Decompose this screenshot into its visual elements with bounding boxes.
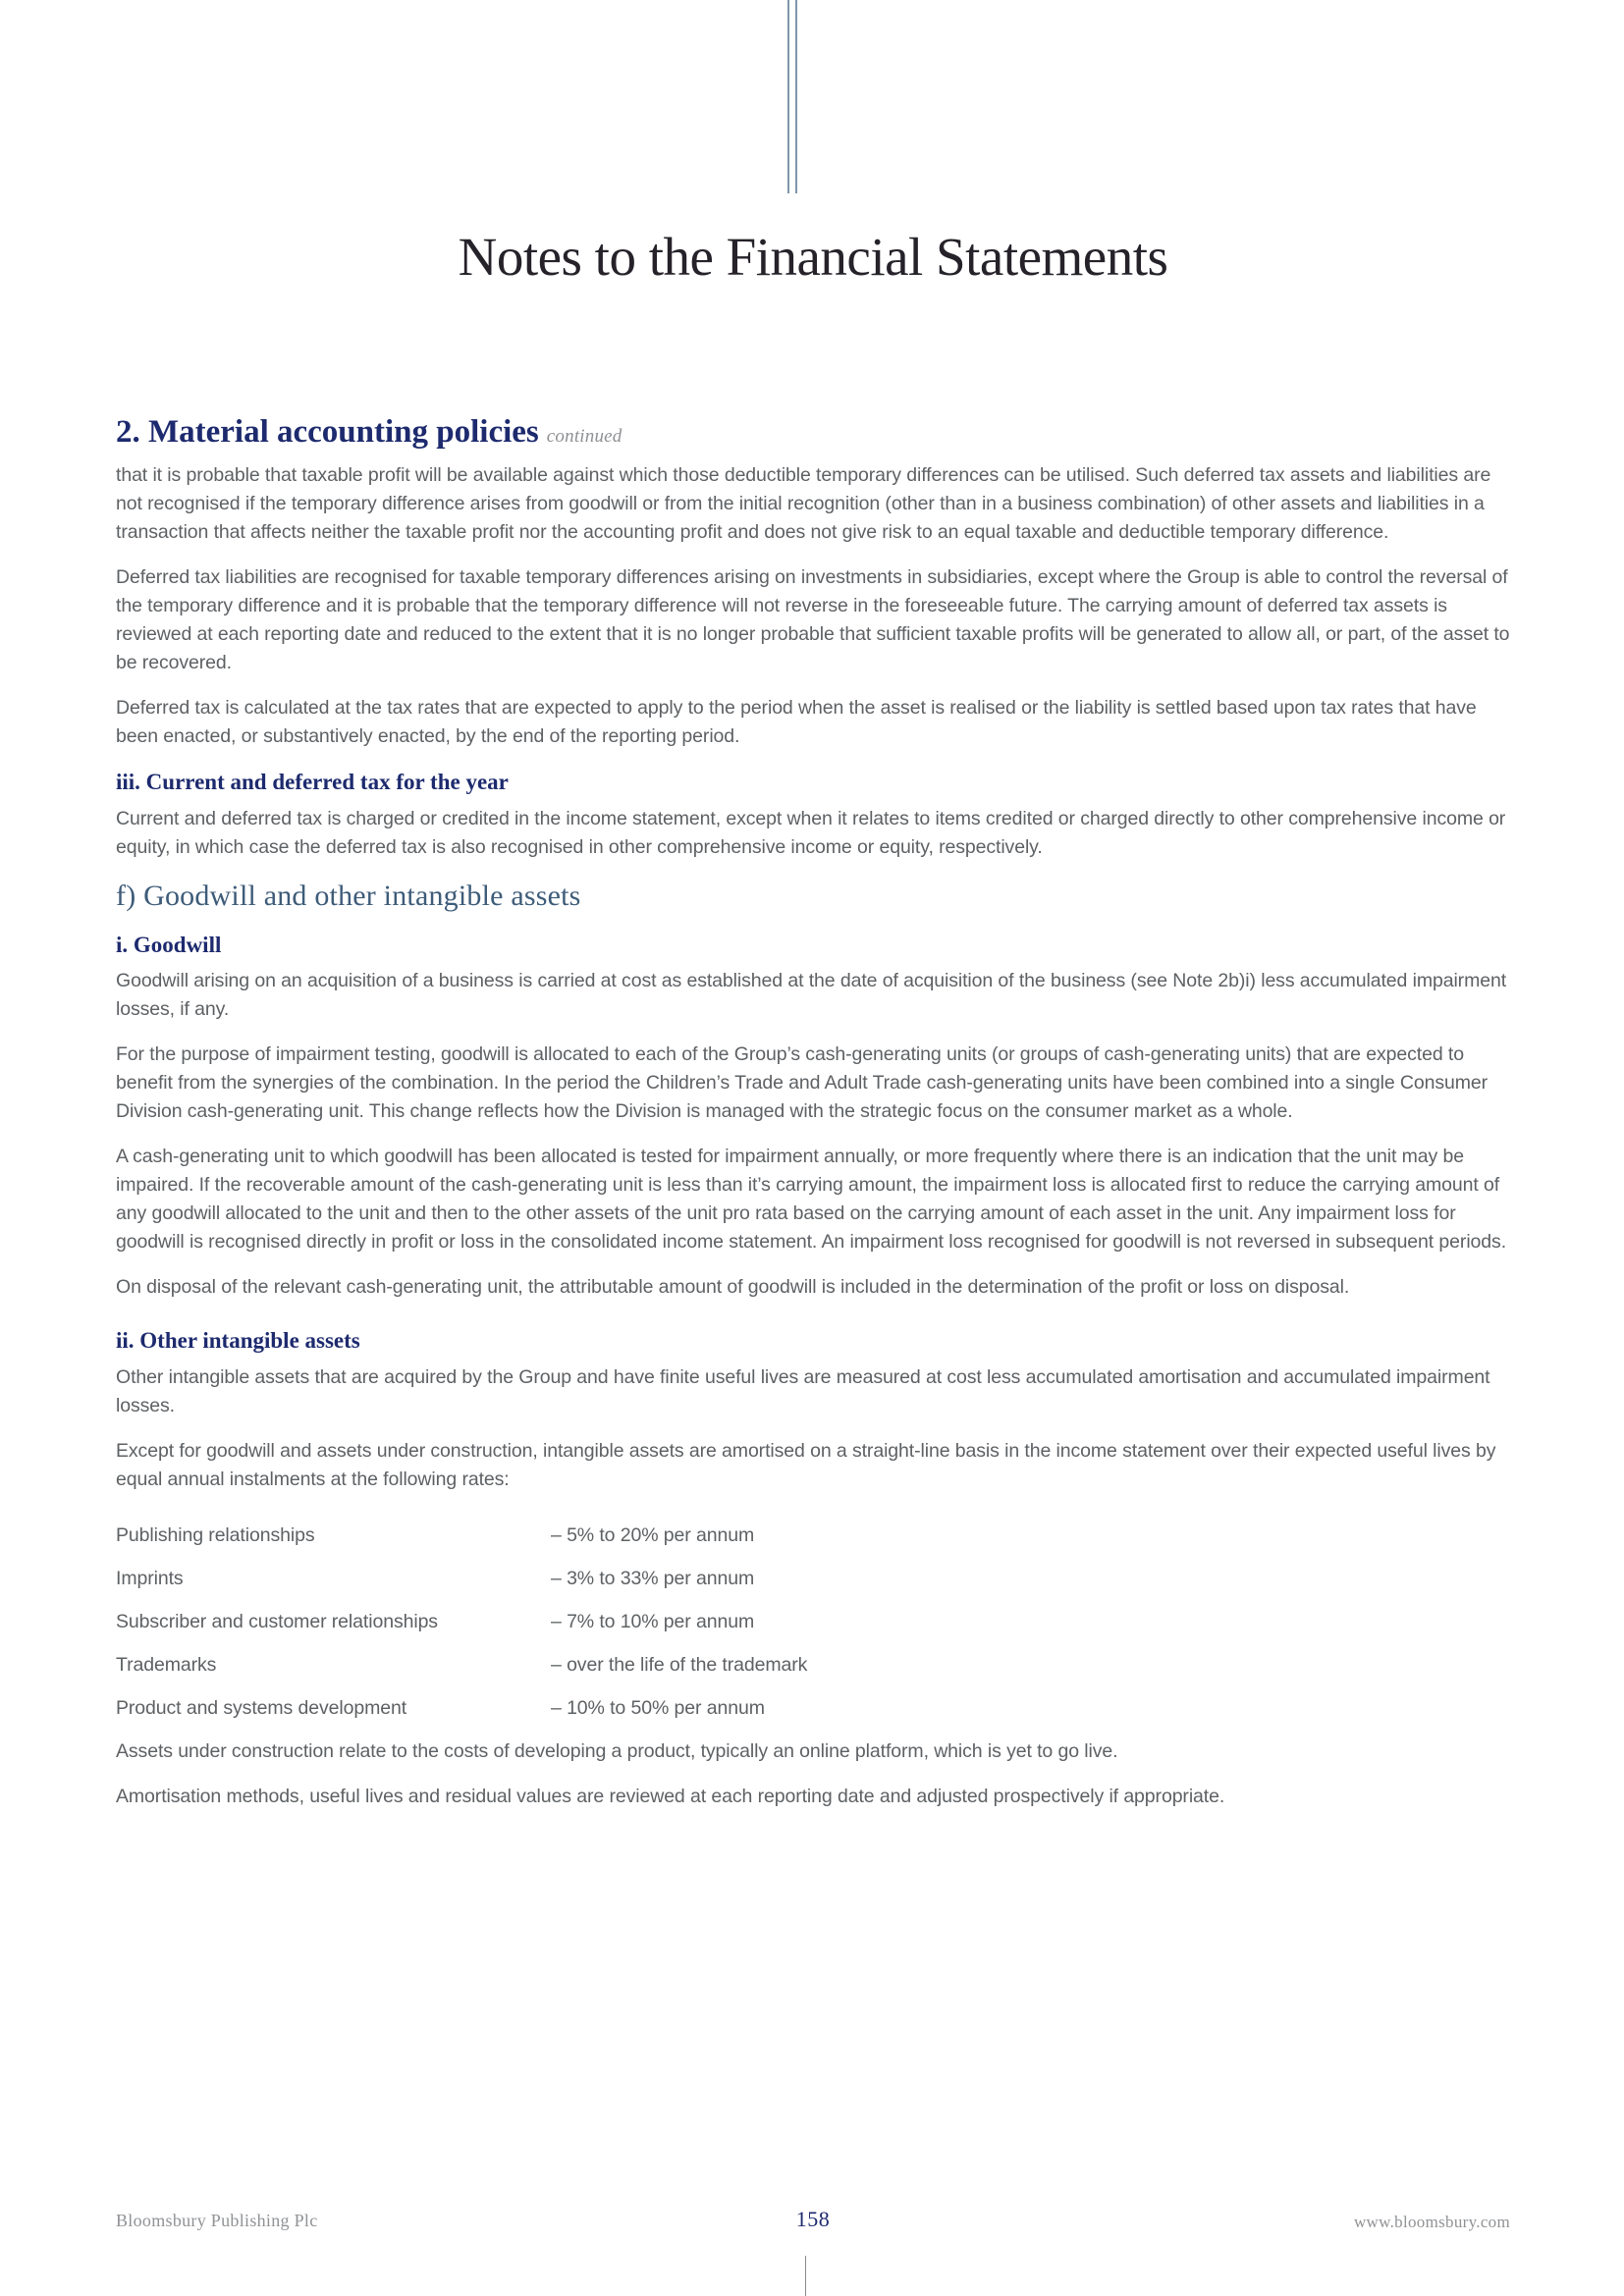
heading-current-deferred-tax: iii. Current and deferred tax for the year (116, 770, 509, 795)
rate-row (116, 1565, 1510, 1592)
paragraph-deferred-tax-1: that it is probable that taxable profit will be available against which those deductible temporary differences can be utilised. Such deferred tax assets and liabilities are not recognised if the temporary difference arises from goodwill or from the initial recognition (other than in a business combination) of other assets and liabilities in a transaction that affects neither the taxable profit nor the accounting profit and does not give risk to an equal taxable and deductible temporary difference. (116, 464, 1491, 544)
footer-website: www.bloomsbury.com (1353, 2213, 1510, 2231)
section-heading-continued: continued (546, 425, 623, 447)
rate-label: Publishing relationships (116, 1523, 315, 1546)
paragraph-goodwill-4: On disposal of the relevant cash-generating unit, the attributable amount of goodwill is included in the determination of the profit or loss on disposal. (116, 1276, 1350, 1299)
paragraph-amortisation-methods: Amortisation methods, useful lives and residual values are reviewed at each reporting date and adjusted prospectively if appropriate. (116, 1785, 1225, 1807)
footer-page-number: 158 (795, 2207, 831, 2231)
rate-value: – 3% to 33% per annum (551, 1567, 755, 1589)
rate-row (116, 1694, 1510, 1722)
heading-other-intangibles: ii. Other intangible assets (116, 1328, 360, 1354)
page-title: Notes to the Financial Statements (458, 227, 1168, 287)
paragraph-deferred-tax-3: Deferred tax is calculated at the tax rates that are expected to apply to the period when the asset is realised or the liability is settled based upon tax rates that have been enacted, or substantively enacted, by the end of the reporting period. (116, 697, 1477, 748)
paragraph-goodwill-3: A cash-generating unit to which goodwill has been allocated is tested for impairment annually, or more frequently where there is an indication that the unit may be impaired. If the recoverable amount of the cash-generating unit is less than it’s carrying amount, the impairment loss is allocated first to reduce the carrying amount of any goodwill allocated to the unit and then to the other assets of the unit pro rata based on the carrying amount of each asset in the unit. Any impairment loss for goodwill is recognised directly in profit or loss in the consolidated income statement. An impairment loss recognised for goodwill is not reversed in subsequent periods. (116, 1146, 1507, 1254)
rate-row (116, 1522, 1510, 1549)
paragraph-current-deferred-tax: Current and deferred tax is charged or credited in the income statement, except when it relates to items credited or charged directly to other comprehensive income or equity, in which case the deferred tax is also recognised in other comprehensive income or equity, respectively. (116, 807, 1506, 858)
page-footer (116, 2207, 1510, 2236)
rate-value: – 7% to 10% per annum (551, 1610, 755, 1632)
rate-label: Trademarks (116, 1653, 217, 1676)
footer-company: Bloomsbury Publishing Plc (116, 2211, 318, 2230)
amortisation-rates-list (116, 1522, 1510, 1722)
rate-value: – 10% to 50% per annum (551, 1696, 765, 1719)
page-content (116, 0, 1510, 1828)
rate-row (116, 1651, 1510, 1679)
section-heading (116, 413, 1510, 453)
paragraph-assets-under-construction: Assets under construction relate to the costs of developing a product, typically an online platform, which is yet to go live. (116, 1739, 1118, 1762)
rate-row (116, 1608, 1510, 1635)
paragraph-goodwill-2: For the purpose of impairment testing, goodwill is allocated to each of the Group’s cash-generating units (or groups of cash-generating units) that are expected to benefit from the synergies of the combination. In the period the Children’s Trade and Adult Trade cash-generating units have been combined into a single Consumer Division cash-generating unit. This change reflects how the Division is managed with the strategic focus on the consumer market as a whole. (116, 1043, 1489, 1123)
paragraph-deferred-tax-2: Deferred tax liabilities are recognised for taxable temporary differences arising on investments in subsidiaries, except where the Group is able to control the reversal of the temporary difference and it is probable that the temporary difference will not reverse in the foreseeable future. The carrying amount of deferred tax assets is reviewed at each reporting date and reduced to the extent that it is no longer probable that sufficient taxable profits will be generated to allow all, or part, of the asset to be recovered. (116, 566, 1510, 674)
heading-goodwill: i. Goodwill (116, 932, 222, 957)
rate-label: Imprints (116, 1567, 184, 1589)
section-heading-text: 2. Material accounting policies (116, 413, 539, 450)
rate-label: Subscriber and customer relationships (116, 1610, 438, 1632)
paragraph-other-intangibles-1: Other intangible assets that are acquired by the Group and have finite useful lives are measured at cost less accumulated amortisation and accumulated impairment losses. (116, 1365, 1490, 1416)
paragraph-goodwill-1: Goodwill arising on an acquisition of a business is carried at cost as established at the date of acquisition of the business (see Note 2b)i) less accumulated impairment losses, if any. (116, 970, 1507, 1021)
rate-value: – 5% to 20% per annum (551, 1523, 755, 1546)
paragraph-other-intangibles-2: Except for goodwill and assets under construction, intangible assets are amortised on a straight-line basis in the income statement over their expected useful lives by equal annual instalments at the following rates: (116, 1439, 1496, 1490)
rate-value: – over the life of the trademark (551, 1653, 808, 1676)
bottom-rule (805, 2256, 806, 2296)
rate-label: Product and systems development (116, 1696, 407, 1719)
heading-goodwill-intangibles: f) Goodwill and other intangible assets (116, 879, 581, 912)
